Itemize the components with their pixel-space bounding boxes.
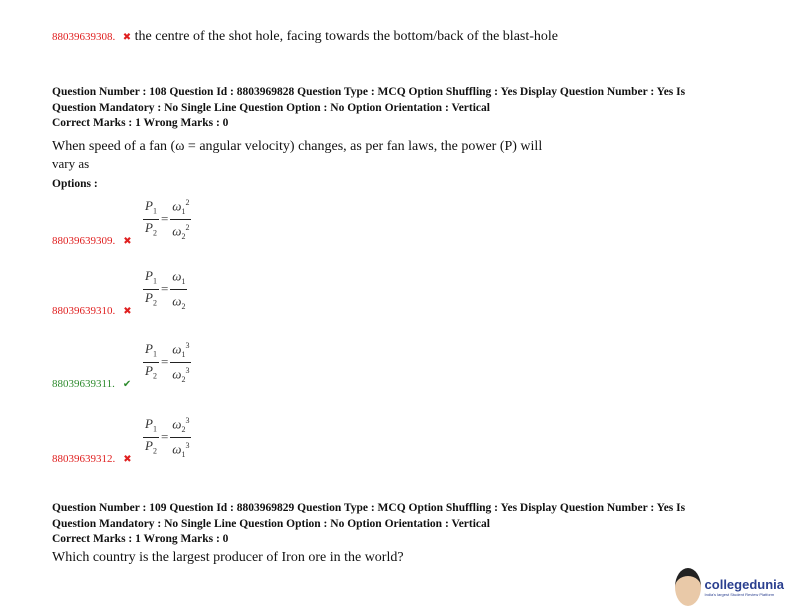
question-109-text: Which country is the largest producer of Iron ore in the world? — [52, 550, 404, 565]
option-2 — [52, 301, 132, 319]
previous-option — [52, 29, 558, 45]
formula-part: 1 — [181, 449, 186, 459]
formula-part: ω — [172, 268, 182, 284]
formula-part: P — [145, 268, 153, 284]
formula-part: P — [145, 219, 153, 235]
question-108-text — [52, 138, 612, 172]
question-108-header — [52, 85, 752, 132]
formula-part: 1 — [152, 424, 157, 434]
option-1 — [52, 231, 132, 249]
formula-part: 3 — [185, 440, 190, 450]
option-id: 88039639310. — [52, 305, 116, 317]
marks: Correct Marks : 1 Wrong Marks : 0 — [52, 533, 229, 545]
formula-part: ω — [172, 341, 182, 357]
option-3 — [52, 374, 131, 392]
option-text: the centre of the shot hole, facing towards the bottom/back of the blast-hole — [134, 29, 559, 44]
formula-part: ω — [172, 293, 182, 309]
formula-part: 2 — [181, 301, 186, 311]
formula-part: 3 — [185, 365, 190, 375]
formula-part: ω — [172, 416, 182, 432]
header-line: Question Mandatory : No Single Line Question Option : No Option Orientation : Vertical — [52, 517, 490, 530]
option-formula — [143, 265, 187, 314]
option-id: 88039639312. — [52, 453, 116, 465]
formula-part: 2 — [181, 374, 186, 384]
formula-part: 3 — [185, 341, 190, 350]
cross-icon: ✖ — [123, 236, 132, 247]
option-formula — [143, 195, 191, 244]
option-formula — [143, 413, 191, 462]
question-text-line: When speed of a fan (ω = angular velocity) changes, as per fan laws, the power (P) will — [52, 139, 543, 154]
formula-part: ω — [172, 366, 182, 382]
formula-part: P — [145, 341, 153, 357]
option-formula — [143, 338, 191, 387]
formula-part: 1 — [152, 349, 157, 359]
formula-part: = — [160, 211, 169, 227]
question-text-line: vary as — [52, 156, 90, 171]
formula-part: 2 — [185, 198, 190, 207]
options-label: Options : — [52, 178, 98, 190]
formula-part: 2 — [181, 424, 186, 434]
marks: Correct Marks : 1 Wrong Marks : 0 — [52, 117, 229, 129]
formula-part: 2 — [152, 371, 157, 381]
formula-part: ω — [172, 198, 182, 214]
formula-part: 2 — [152, 446, 157, 456]
logo-name: collegedunia — [704, 577, 784, 592]
formula-part: P — [145, 437, 153, 453]
cross-icon: ✖ — [123, 306, 132, 317]
formula-part: = — [160, 429, 169, 445]
formula-part: 1 — [152, 276, 157, 286]
formula-part: 2 — [152, 228, 157, 238]
formula-part: 1 — [181, 206, 186, 216]
formula-part: ω — [172, 441, 182, 457]
formula-part: P — [145, 362, 153, 378]
formula-part: 3 — [185, 416, 190, 425]
formula-part: P — [145, 289, 153, 305]
formula-part: 2 — [152, 298, 157, 308]
cross-icon: ✖ — [122, 32, 132, 43]
formula-part: 1 — [152, 206, 157, 216]
formula-part: = — [160, 354, 169, 370]
option-4 — [52, 449, 132, 467]
header-line: Question Mandatory : No Single Line Question Option : No Option Orientation : Vertical — [52, 101, 490, 114]
formula-part: = — [160, 281, 169, 297]
logo-tagline: India's largest Student Review Platform — [704, 592, 775, 597]
option-id: 88039639311. — [52, 378, 115, 390]
collegedunia-logo — [675, 568, 784, 606]
header-line: Question Number : 109 Question Id : 8803969829 Question Type : MCQ Option Shuffling : Yes Display Question Number : Yes Is — [52, 502, 686, 514]
formula-part: ω — [172, 223, 182, 239]
formula-part: P — [145, 416, 153, 432]
formula-part: 1 — [181, 276, 186, 286]
option-id: 88039639309. — [52, 235, 116, 247]
formula-part: 2 — [181, 231, 186, 241]
cross-icon: ✖ — [123, 454, 132, 465]
formula-part: 2 — [185, 222, 190, 232]
question-109-header — [52, 501, 752, 548]
header-line: Question Number : 108 Question Id : 8803969828 Question Type : MCQ Option Shuffling : Yes Display Question Number : Yes Is — [52, 86, 686, 98]
option-id: 88039639308. — [52, 31, 116, 43]
formula-part: 1 — [181, 349, 186, 359]
check-icon: ✔ — [122, 379, 132, 390]
formula-part: P — [145, 198, 153, 214]
mascot-icon — [675, 568, 701, 606]
